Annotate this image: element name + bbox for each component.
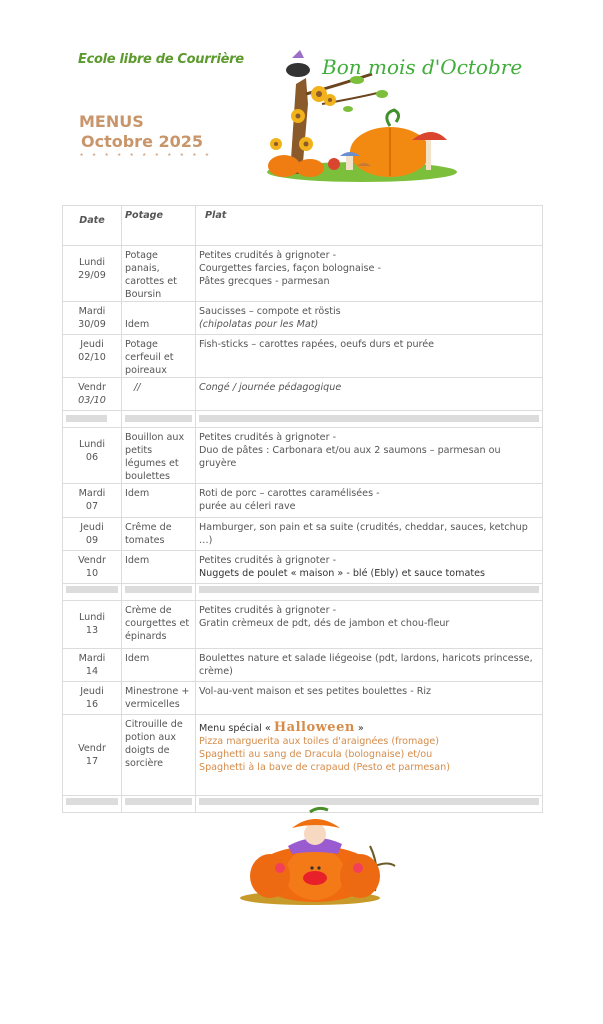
date-label: 07	[85, 501, 99, 512]
separator-bar	[199, 798, 539, 805]
date-cell	[63, 601, 122, 649]
plat-cell	[196, 246, 543, 302]
stars-divider: * * * * * * * * * * *	[80, 152, 213, 161]
plat-line: Vol-au-vent maison et ses petites boulettes - Riz	[199, 686, 432, 697]
plat-line: crème)	[199, 666, 233, 677]
potage-cell: Crême de tomates	[122, 518, 196, 551]
plat-line: Petites crudités à grignoter -	[199, 250, 337, 261]
plat-cell	[196, 428, 543, 484]
autumn-banner-image	[262, 44, 532, 186]
plat-line: Hamburger, son pain et sa suite (crudités, cheddar, sauces, ketchup …)	[199, 522, 528, 546]
column-header-date: Date	[63, 206, 122, 246]
separator-cell	[63, 584, 122, 601]
plat-cell	[196, 378, 543, 411]
day-label: Lundi	[78, 612, 106, 623]
table-row	[63, 246, 543, 302]
separator-bar	[199, 415, 539, 422]
plat-cell	[196, 715, 543, 796]
separator-cell	[122, 796, 196, 813]
special-menu-intro: Menu spécial «	[199, 723, 271, 734]
special-menu-close: »	[357, 723, 364, 734]
separator-cell	[63, 411, 122, 428]
autumn-scene-icon	[262, 44, 532, 186]
table-row	[63, 551, 543, 584]
potage-cell: Idem	[122, 484, 196, 518]
plat-cell	[196, 335, 543, 378]
separator-bar	[66, 415, 107, 422]
page-title: MENUS	[79, 112, 144, 131]
date-cell	[63, 715, 122, 796]
day-label: Jeudi	[80, 339, 104, 350]
potage-cell: Idem	[122, 649, 196, 682]
date-label: 16	[85, 699, 99, 710]
school-name: Ecole libre de Courrière	[78, 52, 244, 67]
pumpkin-kid-icon	[230, 806, 400, 906]
table-row	[63, 335, 543, 378]
table-row	[63, 428, 543, 484]
day-label: Vendr	[78, 555, 106, 566]
plat-line: Roti de porc – carottes caramélisées -	[199, 488, 380, 499]
separator-bar	[199, 586, 539, 593]
plat-cell	[196, 682, 543, 715]
day-label: Lundi	[78, 257, 106, 268]
separator-bar	[66, 798, 118, 805]
plat-line: Spaghetti à la bave de crapaud (Pesto et parmesan)	[199, 762, 450, 773]
separator-cell	[196, 584, 543, 601]
plat-cell	[196, 551, 543, 584]
date-cell	[63, 518, 122, 551]
potage-cell: Potage panais, carottes et Boursin	[122, 246, 196, 302]
date-label: 06	[85, 452, 99, 463]
day-label: Vendr	[78, 743, 106, 754]
special-menu-line	[199, 721, 538, 735]
date-label: 09	[85, 535, 99, 546]
date-label: 13	[85, 625, 99, 636]
plat-line: Gratin crèmeux de pdt, dés de jambon et chou-fleur	[199, 618, 450, 629]
date-label: 30/09	[78, 319, 106, 330]
potage-cell: Citrouille de potion aux doigts de sorcière	[122, 715, 196, 796]
plat-line: Pâtes grecques - parmesan	[199, 276, 330, 287]
week-separator	[63, 584, 543, 601]
date-label: 03/10	[78, 395, 106, 406]
banner-greeting: Bon mois d'Octobre	[322, 55, 523, 79]
date-cell	[63, 682, 122, 715]
day-label: Jeudi	[80, 686, 104, 697]
week-separator	[63, 411, 543, 428]
plat-line: (chipolatas pour les Mat)	[199, 319, 319, 330]
plat-cell	[196, 601, 543, 649]
plat-line: Petites crudités à grignoter -	[199, 605, 337, 616]
table-row	[63, 378, 543, 411]
plat-line: Petites crudités à grignoter -	[199, 432, 337, 443]
table-row	[63, 682, 543, 715]
separator-bar	[125, 415, 192, 422]
table-row	[63, 302, 543, 335]
potage-cell: //	[122, 378, 196, 411]
date-label: 10	[85, 568, 99, 579]
plat-cell	[196, 302, 543, 335]
day-label: Mardi	[78, 653, 106, 664]
separator-cell	[196, 411, 543, 428]
table-row	[63, 649, 543, 682]
column-header-plat: Plat	[196, 206, 543, 246]
potage-cell: Idem	[122, 551, 196, 584]
menu-table	[62, 205, 543, 813]
date-cell	[63, 484, 122, 518]
separator-bar	[125, 586, 192, 593]
plat-cell	[196, 518, 543, 551]
separator-cell	[63, 796, 122, 813]
potage-cell: Crème de courgettes et épinards	[122, 601, 196, 649]
menu-month: Octobre 2025	[81, 132, 204, 151]
plat-line: Boulettes nature et salade liégeoise (pdt, lardons, haricots princesse,	[199, 653, 533, 664]
halloween-title: Halloween	[273, 720, 355, 735]
plat-line: purée au céleri rave	[199, 501, 296, 512]
table-row	[63, 715, 543, 796]
date-label: 02/10	[78, 352, 106, 363]
plat-cell	[196, 484, 543, 518]
plat-line: Courgettes farcies, façon bolognaise -	[199, 263, 381, 274]
day-label: Vendr	[78, 382, 106, 393]
potage-cell: Minestrone + vermicelles	[122, 682, 196, 715]
date-cell	[63, 378, 122, 411]
plat-line: Nuggets de poulet « maison » - blé (Ebly) et sauce tomates	[199, 568, 485, 579]
plat-line: Pizza marguerita aux toiles d'araignées (fromage)	[199, 736, 440, 747]
table-row	[63, 518, 543, 551]
date-label: 17	[85, 756, 99, 767]
column-header-potage: Potage	[122, 206, 196, 246]
plat-line: Duo de pâtes : Carbonara et/ou aux 2 saumons – parmesan ou gruyère	[199, 445, 501, 469]
plat-line: Congé / journée pédagogique	[199, 382, 342, 393]
potage-cell: Idem	[122, 302, 196, 335]
plat-line: Spaghetti au sang de Dracula (bolognaise) et/ou	[199, 749, 433, 760]
plat-line: Saucisses – compote et röstis	[199, 306, 341, 317]
potage-cell: Potage cerfeuil et poireaux	[122, 335, 196, 378]
separator-bar	[66, 586, 118, 593]
date-label: 29/09	[78, 270, 106, 281]
day-label: Jeudi	[80, 522, 104, 533]
date-cell	[63, 335, 122, 378]
separator-cell	[122, 411, 196, 428]
day-label: Mardi	[78, 488, 106, 499]
potage-cell: Bouillon aux petits légumes et boulettes	[122, 428, 196, 484]
table-row	[63, 484, 543, 518]
separator-cell	[122, 584, 196, 601]
day-label: Mardi	[78, 306, 106, 317]
separator-bar	[125, 798, 192, 805]
date-cell	[63, 428, 122, 484]
plat-line: Petites crudités à grignoter -	[199, 555, 337, 566]
date-label: 14	[85, 666, 99, 677]
day-label: Lundi	[78, 439, 106, 450]
date-cell	[63, 302, 122, 335]
plat-line: Fish-sticks – carottes rapées, oeufs durs et purée	[199, 339, 435, 350]
table-header-row	[63, 206, 543, 246]
plat-cell	[196, 649, 543, 682]
date-cell	[63, 551, 122, 584]
date-cell	[63, 246, 122, 302]
table-row	[63, 601, 543, 649]
pumpkin-character-image	[230, 806, 400, 906]
date-cell	[63, 649, 122, 682]
